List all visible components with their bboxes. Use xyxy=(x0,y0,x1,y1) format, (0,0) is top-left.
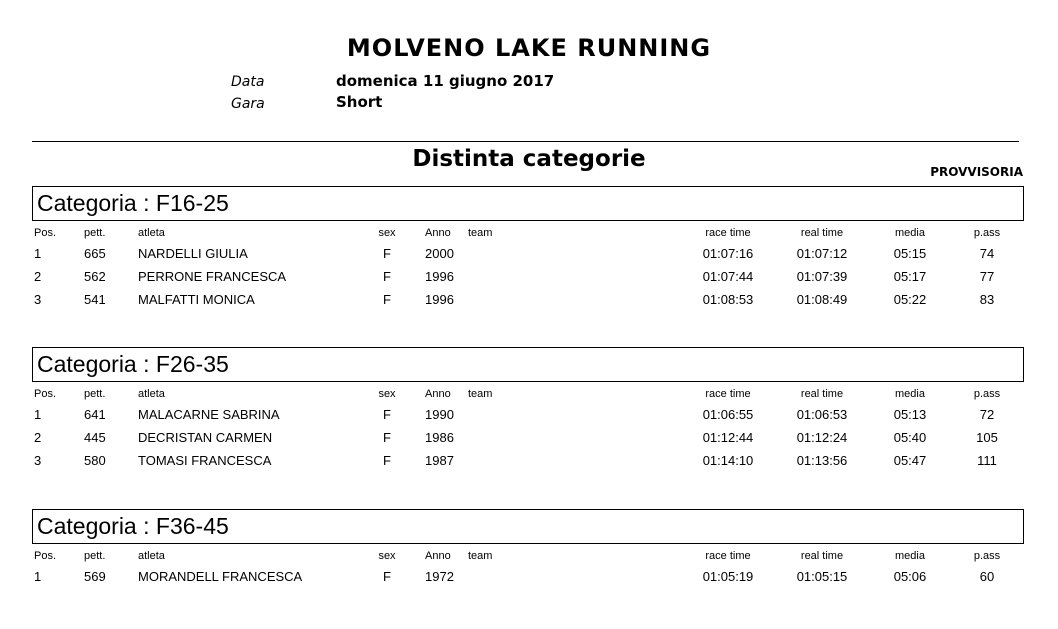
column-header-real-time: real time xyxy=(800,227,844,239)
status-badge: PROVVISORIA xyxy=(930,165,1023,179)
column-header-sex: sex xyxy=(378,227,396,239)
cell-media: 05:47 xyxy=(893,453,927,468)
column-header-race-time: race time xyxy=(705,550,751,562)
cell-real-time: 01:05:15 xyxy=(796,569,848,584)
cell-real-time: 01:08:49 xyxy=(796,292,848,307)
cell-sex: F xyxy=(383,430,391,445)
column-header-anno: Anno xyxy=(425,388,451,400)
cell-pos: 2 xyxy=(34,430,42,445)
column-header-real-time: real time xyxy=(800,388,844,400)
cell-atleta: MALFATTI MONICA xyxy=(138,292,255,307)
cell-media: 05:13 xyxy=(893,407,927,422)
report-subtitle: Distinta categorie xyxy=(412,146,646,172)
data-label: Data xyxy=(231,74,265,90)
cell-pett: 541 xyxy=(84,292,106,307)
category-title: Categoria : F26-35 xyxy=(37,351,229,377)
cell-media: 05:15 xyxy=(893,246,927,261)
column-header-pos: Pos. xyxy=(34,227,57,239)
cell-anno: 1990 xyxy=(425,407,454,422)
cell-atleta: DECRISTAN CARMEN xyxy=(138,430,273,445)
cell-race-time: 01:07:44 xyxy=(702,269,754,284)
category-title: Categoria : F16-25 xyxy=(37,190,229,216)
cell-pos: 3 xyxy=(34,453,42,468)
cell-pass: 74 xyxy=(979,246,995,261)
column-header-media: media xyxy=(895,227,925,239)
column-header-pett: pett. xyxy=(84,550,106,562)
cell-pass: 77 xyxy=(979,269,995,284)
column-header-pett: pett. xyxy=(84,227,106,239)
column-header-media: media xyxy=(895,550,925,562)
cell-real-time: 01:13:56 xyxy=(796,453,848,468)
cell-media: 05:17 xyxy=(893,269,927,284)
cell-race-time: 01:07:16 xyxy=(702,246,754,261)
cell-pos: 2 xyxy=(34,269,42,284)
column-header-pass: p.ass xyxy=(973,388,1001,400)
cell-anno: 1972 xyxy=(425,569,454,584)
cell-pett: 445 xyxy=(84,430,106,445)
cell-atleta: TOMASI FRANCESCA xyxy=(138,453,272,468)
gara-value: Short xyxy=(336,93,383,111)
cell-pass: 60 xyxy=(979,569,995,584)
column-header-race-time: race time xyxy=(705,388,751,400)
cell-sex: F xyxy=(383,269,391,284)
column-header-pass: p.ass xyxy=(973,227,1001,239)
table-row xyxy=(32,292,1022,312)
cell-real-time: 01:12:24 xyxy=(796,430,848,445)
column-header-real-time: real time xyxy=(800,550,844,562)
cell-race-time: 01:14:10 xyxy=(702,453,754,468)
category-section xyxy=(32,347,1025,467)
header-divider xyxy=(32,141,1019,142)
cell-real-time: 01:06:53 xyxy=(796,407,848,422)
cell-pett: 665 xyxy=(84,246,106,261)
cell-media: 05:06 xyxy=(893,569,927,584)
table-row xyxy=(32,569,1022,589)
cell-anno: 1986 xyxy=(425,430,454,445)
cell-pass: 83 xyxy=(979,292,995,307)
category-header-box xyxy=(32,509,1024,544)
cell-race-time: 01:05:19 xyxy=(702,569,754,584)
cell-sex: F xyxy=(383,569,391,584)
column-header-team: team xyxy=(468,388,493,400)
cell-atleta: NARDELLI GIULIA xyxy=(138,246,248,261)
column-header-atleta: atleta xyxy=(138,550,165,562)
cell-anno: 2000 xyxy=(425,246,454,261)
table-row xyxy=(32,269,1022,289)
column-header-pos: Pos. xyxy=(34,550,57,562)
table-row xyxy=(32,246,1022,266)
gara-label: Gara xyxy=(231,96,265,112)
table-row xyxy=(32,407,1022,427)
column-header-pass: p.ass xyxy=(973,550,1001,562)
cell-pass: 72 xyxy=(979,407,995,422)
cell-pass: 105 xyxy=(976,430,998,445)
cell-pass: 111 xyxy=(977,453,997,468)
cell-race-time: 01:06:55 xyxy=(702,407,754,422)
cell-sex: F xyxy=(383,292,391,307)
column-header-pos: Pos. xyxy=(34,388,57,400)
cell-pos: 3 xyxy=(34,292,42,307)
cell-anno: 1987 xyxy=(425,453,454,468)
cell-media: 05:40 xyxy=(893,430,927,445)
column-header-sex: sex xyxy=(378,388,396,400)
table-row xyxy=(32,430,1022,450)
column-header-sex: sex xyxy=(378,550,396,562)
cell-atleta: MORANDELL FRANCESCA xyxy=(138,569,303,584)
cell-pett: 580 xyxy=(84,453,106,468)
category-header-box xyxy=(32,347,1024,382)
category-section xyxy=(32,509,1025,629)
cell-sex: F xyxy=(383,246,391,261)
cell-pett: 569 xyxy=(84,569,106,584)
column-header-atleta: atleta xyxy=(138,227,165,239)
category-title: Categoria : F36-45 xyxy=(37,513,229,539)
cell-atleta: MALACARNE SABRINA xyxy=(138,407,280,422)
column-header-media: media xyxy=(895,388,925,400)
category-section xyxy=(32,186,1025,306)
cell-real-time: 01:07:39 xyxy=(796,269,848,284)
cell-anno: 1996 xyxy=(425,269,454,284)
data-value: domenica 11 giugno 2017 xyxy=(336,72,555,90)
column-header-atleta: atleta xyxy=(138,388,165,400)
category-header-box xyxy=(32,186,1024,221)
cell-sex: F xyxy=(383,453,391,468)
cell-atleta: PERRONE FRANCESCA xyxy=(138,269,287,284)
cell-race-time: 01:08:53 xyxy=(702,292,754,307)
cell-race-time: 01:12:44 xyxy=(702,430,754,445)
cell-pos: 1 xyxy=(34,569,42,584)
column-header-pett: pett. xyxy=(84,388,106,400)
cell-media: 05:22 xyxy=(893,292,927,307)
column-header-team: team xyxy=(468,227,493,239)
cell-pos: 1 xyxy=(34,407,42,422)
column-header-anno: Anno xyxy=(425,550,451,562)
cell-pos: 1 xyxy=(34,246,42,261)
column-header-race-time: race time xyxy=(705,227,751,239)
cell-anno: 1996 xyxy=(425,292,454,307)
cell-sex: F xyxy=(383,407,391,422)
cell-real-time: 01:07:12 xyxy=(796,246,848,261)
page-title: MOLVENO LAKE RUNNING xyxy=(346,34,712,62)
cell-pett: 641 xyxy=(84,407,106,422)
cell-pett: 562 xyxy=(84,269,106,284)
table-row xyxy=(32,453,1022,473)
column-header-team: team xyxy=(468,550,493,562)
column-header-anno: Anno xyxy=(425,227,451,239)
